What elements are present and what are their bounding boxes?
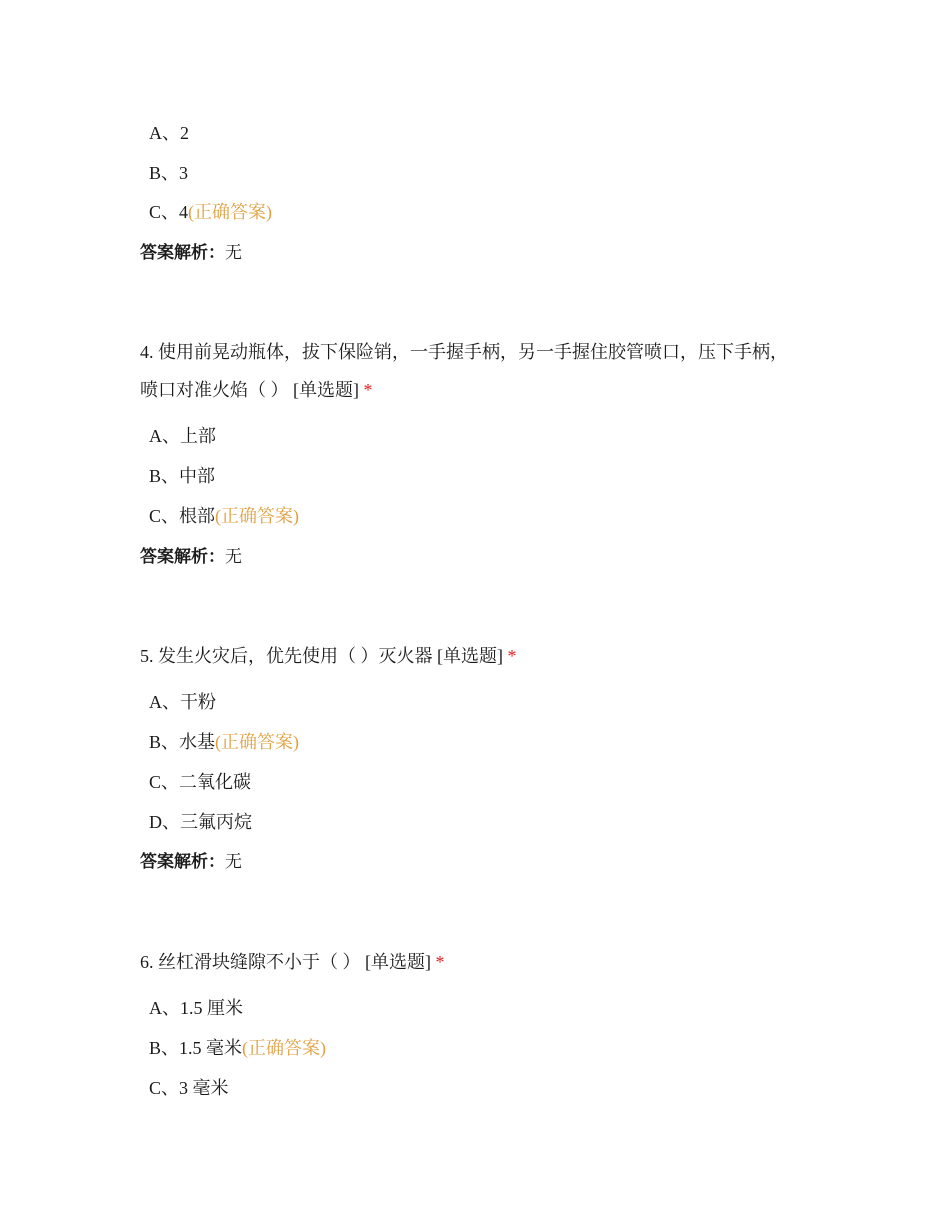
q3-option-c-label: C、4 <box>149 202 189 222</box>
q4-title-text2: 喷口对准火焰（ ） [单选题] <box>140 380 359 400</box>
q5-analysis <box>140 849 242 874</box>
q5-required-marker: * <box>507 646 517 666</box>
q3-option-b <box>149 161 188 185</box>
q4-option-c-label: C、根部 <box>149 506 216 526</box>
q4-analysis-value: 无 <box>225 547 242 567</box>
q4-option-a <box>149 424 216 448</box>
q4-option-c <box>149 504 299 528</box>
q6-title-text1: 6. 丝杠滑块缝隙不小于（ ） [单选题] <box>140 952 431 972</box>
q5-option-d <box>149 810 252 834</box>
q4-title-line1 <box>140 340 788 364</box>
q6-title-line1 <box>140 950 445 974</box>
q6-option-c-label: C、3 毫米 <box>149 1078 229 1098</box>
q5-option-a-label: A、干粉 <box>149 692 216 712</box>
q5-option-b <box>149 730 299 754</box>
q5-option-d-label: D、三氟丙烷 <box>149 812 252 832</box>
q4-title-text1: 4. 使用前晃动瓶体，拔下保险销，一手握手柄，另一手握住胶管喷口，压下手柄， <box>140 342 788 362</box>
q3-analysis-label: 答案解析： <box>140 243 225 263</box>
q6-option-b-label: B、1.5 毫米 <box>149 1038 243 1058</box>
q5-option-a <box>149 690 216 714</box>
q6-option-a-label: A、1.5 厘米 <box>149 998 243 1018</box>
q4-analysis-label: 答案解析： <box>140 547 225 567</box>
q5-title-text1: 5. 发生火灾后，优先使用（ ）灭火器 [单选题] <box>140 646 503 666</box>
q4-title-line2 <box>140 378 373 402</box>
q4-correct-marker: (正确答案) <box>215 506 300 526</box>
q6-required-marker: * <box>435 952 445 972</box>
q5-option-c-label: C、二氧化碳 <box>149 772 252 792</box>
q3-correct-marker: (正确答案) <box>188 202 273 222</box>
q3-analysis <box>140 240 242 265</box>
q5-option-b-label: B、水基 <box>149 732 216 752</box>
q4-required-marker: * <box>363 380 373 400</box>
q4-option-b-label: B、中部 <box>149 466 216 486</box>
q6-option-c <box>149 1076 229 1100</box>
q3-option-a <box>149 121 189 145</box>
q4-option-b <box>149 464 215 488</box>
q6-correct-marker: (正确答案) <box>242 1038 327 1058</box>
q5-title-line1 <box>140 644 517 668</box>
q3-analysis-value: 无 <box>225 243 242 263</box>
q6-option-b <box>149 1036 326 1060</box>
q4-analysis <box>140 544 242 569</box>
q5-option-c <box>149 770 251 794</box>
q4-option-a-label: A、上部 <box>149 426 216 446</box>
q6-option-a <box>149 996 243 1020</box>
q3-option-b-label: B、3 <box>149 163 189 183</box>
q5-analysis-label: 答案解析： <box>140 852 225 872</box>
q5-correct-marker: (正确答案) <box>215 732 300 752</box>
q3-option-c <box>149 200 272 224</box>
q5-analysis-value: 无 <box>225 852 242 872</box>
q3-option-a-label: A、2 <box>149 123 189 143</box>
